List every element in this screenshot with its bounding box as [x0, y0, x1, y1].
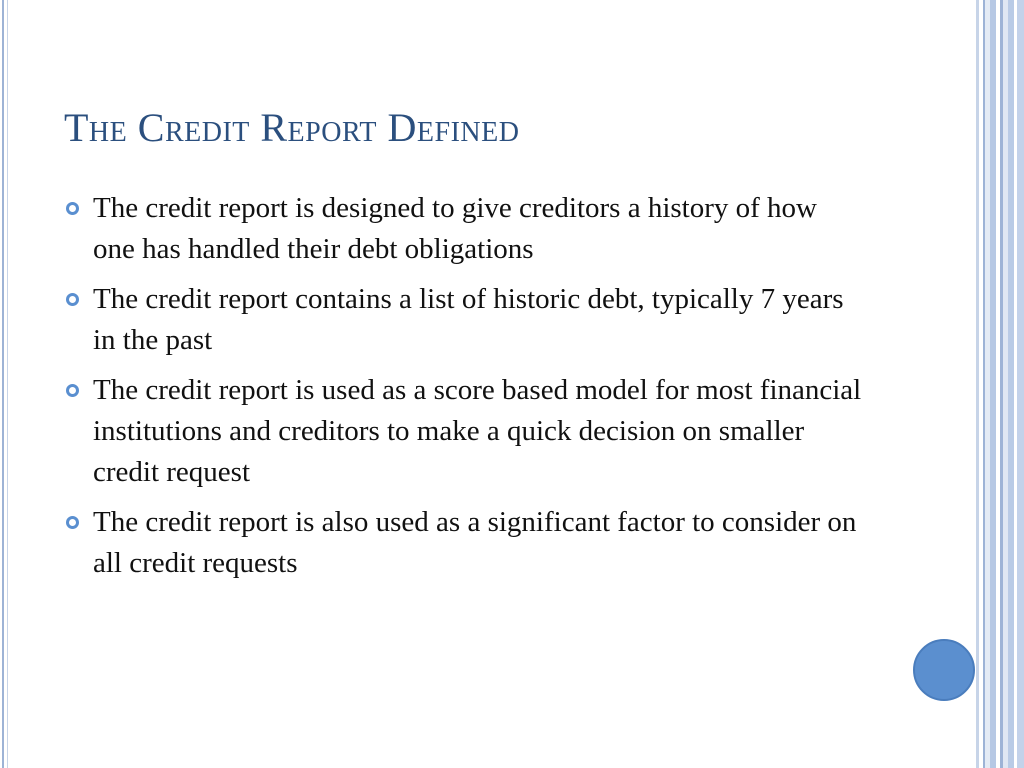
decorative-circle	[913, 639, 975, 701]
slide-title: The Credit Report Defined	[64, 105, 520, 150]
hollow-circle-bullet-icon	[66, 384, 79, 397]
bullet-text: The credit report is also used as a significant factor to consider on all credit requests	[93, 506, 857, 579]
list-item	[64, 502, 864, 584]
left-border-line	[2, 0, 4, 768]
hollow-circle-bullet-icon	[66, 516, 79, 529]
bullet-list	[64, 188, 864, 593]
hollow-circle-bullet-icon	[66, 293, 79, 306]
bullet-text: The credit report contains a list of historic debt, typically 7 years in the past	[93, 283, 844, 356]
bullet-text: The credit report is used as a score based model for most financial institutions and creditors to make a quick decision on smaller credit request	[93, 374, 862, 488]
list-item	[64, 370, 864, 493]
list-item	[64, 279, 864, 361]
stripe	[1017, 0, 1024, 768]
list-item	[64, 188, 864, 270]
right-stripe-decoration	[976, 0, 1024, 768]
bullet-text: The credit report is designed to give creditors a history of how one has handled their debt obligations	[93, 192, 817, 265]
left-border-line	[7, 0, 8, 768]
hollow-circle-bullet-icon	[66, 202, 79, 215]
